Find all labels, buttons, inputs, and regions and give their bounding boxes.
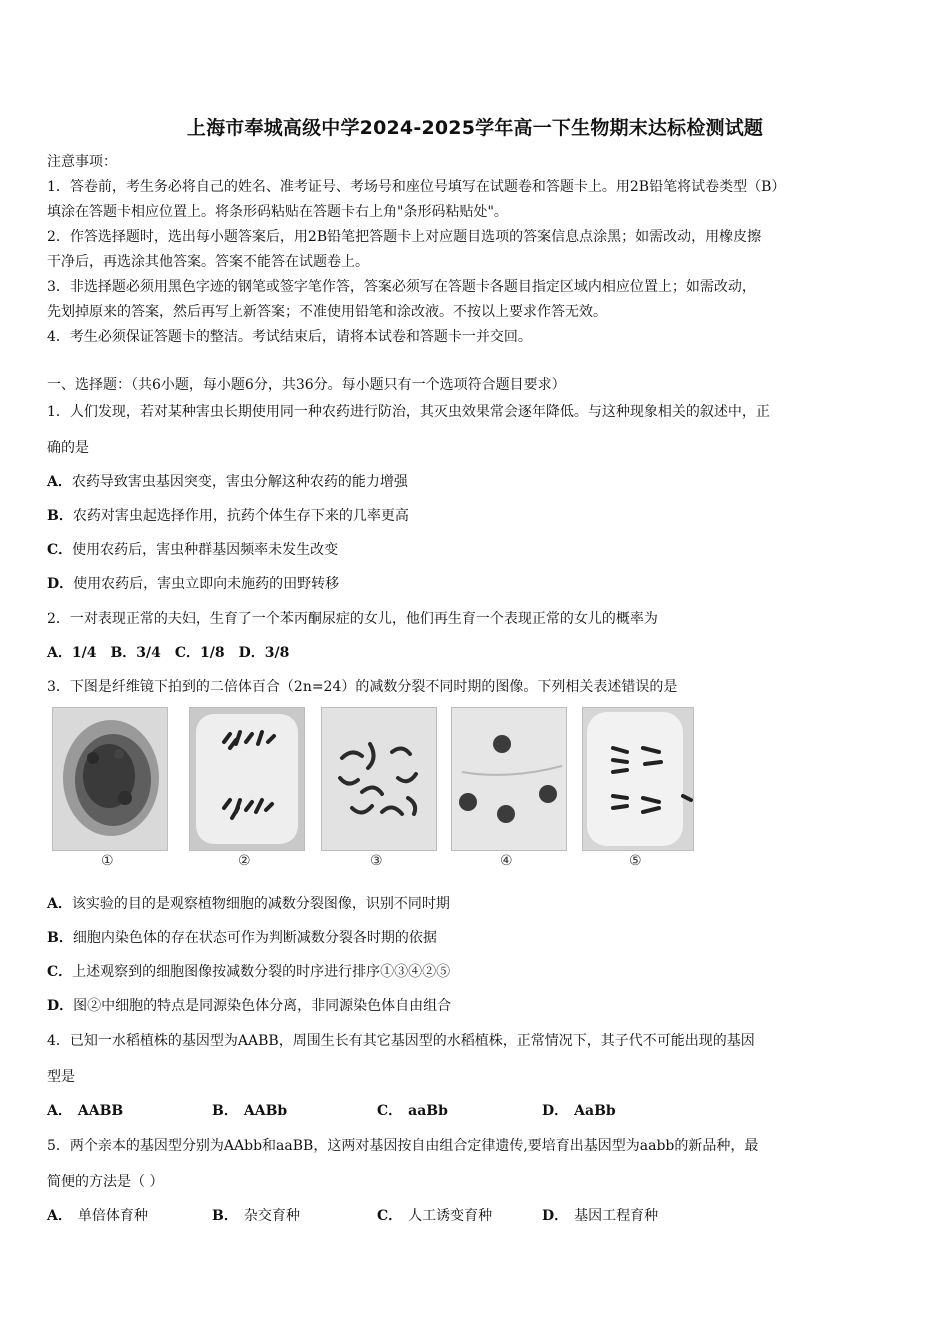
question-4-stem: 4．已知一水稻植株的基因型为AABB，周围生长有其它基因型的水稻植株，正常情况下，其子代不可能出现的基因 [47, 1033, 755, 1049]
micrograph-caption-1: ① [101, 853, 114, 869]
question-1-option-c: C．使用农药后，害虫种群基因频率未发生改变 [47, 542, 339, 558]
question-5-stem-cont: 简便的方法是（ ） [47, 1174, 164, 1190]
question-3-option-a: A．该实验的目的是观察植物细胞的减数分裂图像，识别不同时期 [47, 896, 450, 912]
question-3-option-d: D．图②中细胞的特点是同源染色体分离，非同源染色体自由组合 [47, 998, 452, 1014]
notice-heading: 注意事项： [47, 154, 117, 170]
question-1-option-a: A．农药导致害虫基因突变，害虫分解这种农药的能力增强 [47, 474, 408, 490]
notice-line: 3．非选择题必须用黑色字迹的钢笔或签字笔作答，答案必须写在答题卡各题目指定区域内相应位置上；如需改动， [47, 279, 756, 295]
micrograph-caption-4: ④ [500, 853, 513, 869]
question-5-option-c: C． 人工诱变育种 [377, 1208, 493, 1224]
question-1-option-d: D．使用农药后，害虫立即向未施药的田野转移 [47, 576, 340, 592]
notice-line: 填涂在答题卡相应位置上。将条形码粘贴在答题卡右上角"条形码粘贴处"。 [47, 204, 508, 220]
notice-line: 先划掉原来的答案，然后再写上新答案；不准使用铅笔和涂改液。不按以上要求作答无效。 [47, 304, 607, 320]
micrograph-caption-5: ⑤ [629, 853, 642, 869]
question-1-stem: 1．人们发现，若对某种害虫长期使用同一种农药进行防治，其灭虫效果常会逐年降低。与这种现象相关的叙述中，正 [47, 404, 770, 420]
question-3-stem: 3．下图是纤维镜下拍到的二倍体百合（2n=24）的减数分裂不同时期的图像。下列相关表述错误的是 [47, 679, 678, 695]
micrograph-1 [52, 707, 168, 851]
question-4-option-b: B． AABb [212, 1103, 288, 1119]
question-5-stem: 5．两个亲本的基因型分别为AAbb和aaBB，这两对基因按自由组合定律遗传,要培育出基因型为aabb的新品种，最 [47, 1138, 759, 1154]
micrograph-5 [582, 707, 694, 851]
notice-line: 1．答卷前，考生务必将自己的姓名、准考证号、考场号和座位号填写在试题卷和答题卡上。用2B铅笔将试卷类型（B） [47, 179, 786, 195]
question-5-option-d: D． 基因工程育种 [542, 1208, 659, 1224]
micrograph-4 [451, 707, 567, 851]
question-1-option-b: B．农药对害虫起选择作用，抗药个体生存下来的几率更高 [47, 508, 409, 524]
question-4-option-c: C． aaBb [377, 1103, 448, 1119]
page-title: 上海市奉城高级中学2024-2025学年高一下生物期末达标检测试题 [186, 117, 764, 139]
micrograph-caption-2: ② [238, 853, 251, 869]
micrograph-2 [189, 707, 305, 851]
notice-line: 4．考生必须保证答题卡的整洁。考试结束后，请将本试卷和答题卡一并交回。 [47, 329, 532, 345]
question-1-stem-cont: 确的是 [47, 440, 89, 456]
question-4-stem-cont: 型是 [47, 1069, 75, 1085]
question-3-option-b: B．细胞内染色体的存在状态可作为判断减数分裂各时期的依据 [47, 930, 437, 946]
micrograph-caption-3: ③ [370, 853, 383, 869]
question-2-stem: 2．一对表现正常的夫妇，生育了一个苯丙酮尿症的女儿，他们再生育一个表现正常的女儿的概率为 [47, 611, 658, 627]
question-5-option-a: A． 单倍体育种 [47, 1208, 148, 1224]
notice-line: 2．作答选择题时，选出每小题答案后，用2B铅笔把答题卡上对应题目选项的答案信息点涂黑；如需改动，用橡皮擦 [47, 229, 762, 245]
question-5-option-b: B． 杂交育种 [212, 1208, 300, 1224]
notice-line: 干净后，再选涂其他答案。答案不能答在试题卷上。 [47, 254, 369, 270]
section-heading: 一、选择题：（共6小题，每小题6分，共36分。每小题只有一个选项符合题目要求） [47, 377, 566, 393]
question-3-option-c: C．上述观察到的细胞图像按减数分裂的时序进行排序①③④②⑤ [47, 964, 451, 980]
question-2-options: A．1/4 B．3/4 C．1/8 D．3/8 [47, 645, 290, 661]
question-4-option-d: D． AaBb [542, 1103, 616, 1119]
micrograph-3 [321, 707, 437, 851]
question-4-option-a: A． AABB [47, 1103, 124, 1119]
